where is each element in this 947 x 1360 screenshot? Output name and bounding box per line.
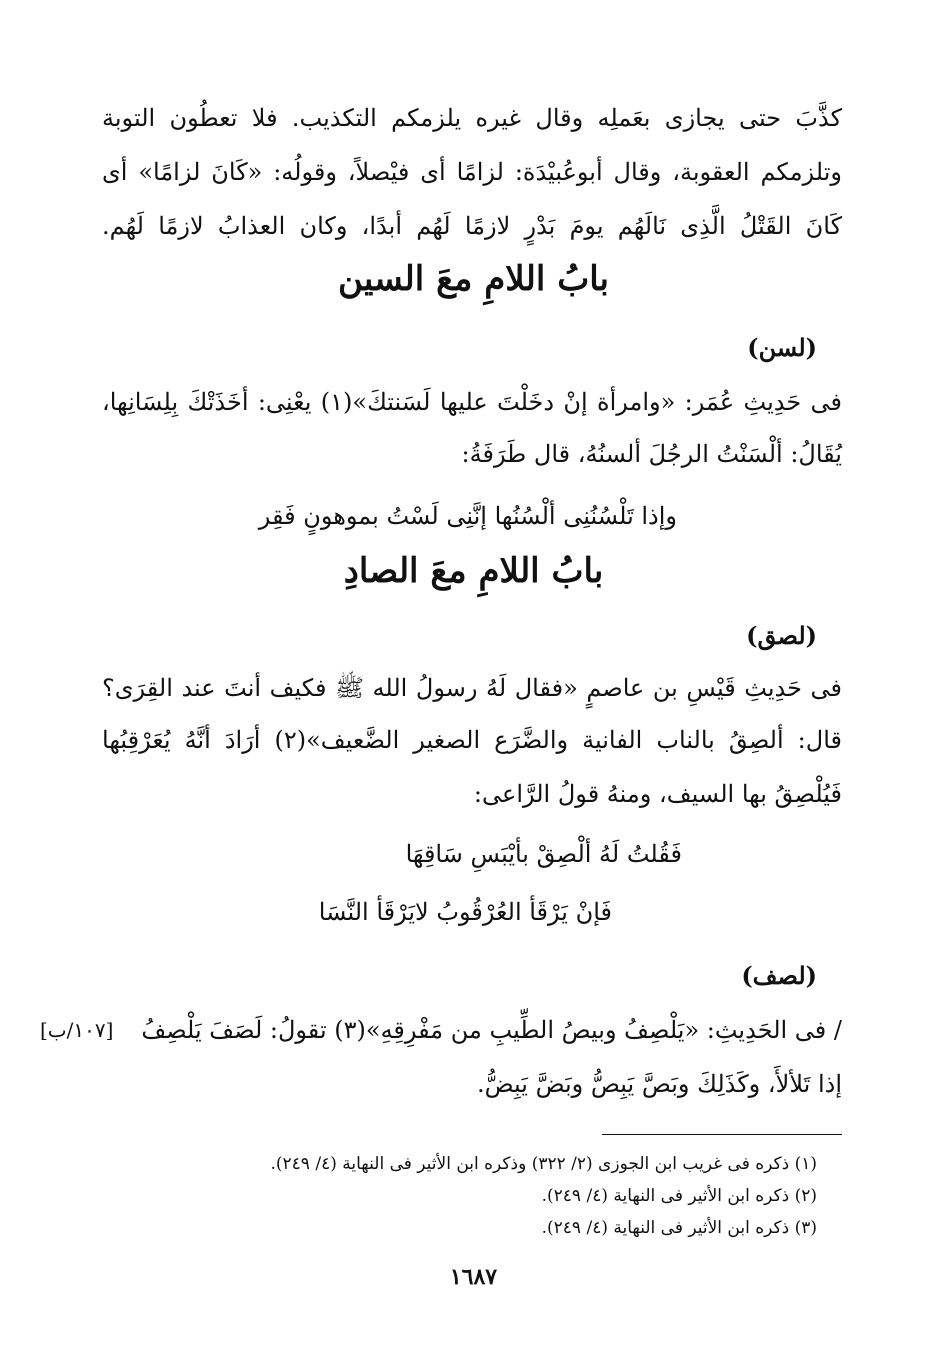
footnote-separator bbox=[602, 1134, 842, 1135]
margin-note: [١٠٧/ب] bbox=[40, 1018, 114, 1042]
footnote: (٢) ذكره ابن الأثير فى النهاية (٤/ ٢٤٩). bbox=[541, 1186, 817, 1206]
text-line: كَانَ القَتْلُ الَّذِى نَالَهُم يومَ بَدْرٍ لازمًا لَهُم أبدًا، وكان العذابُ لازمًا لَهُم. bbox=[102, 212, 842, 240]
root-word: (لصف) bbox=[741, 961, 817, 990]
footnote: (٣) ذكره ابن الأثير فى النهاية (٤/ ٢٤٩). bbox=[541, 1218, 817, 1238]
text-line: قال: ألصِقُ بالناب الفانية والضَّرَع الصغير الضَّعيف»(٢) أرَادَ أنَّهُ يُعَرْقِبُها bbox=[102, 726, 842, 754]
poem-verse: وإذا تَلْسُنُنِى ألْسُنُها إنَّنِى لَسْتُ بموهونٍ فَقِر bbox=[258, 502, 677, 530]
text-line: فَيُلْصِقُ بها السيف، ومنهُ قولُ الرَّاعى: bbox=[473, 780, 842, 808]
footnote: (١) ذكره فى غريب ابن الجوزى (٢/ ٣٢٢) وذكره ابن الأثير فى النهاية (٤/ ٢٤٩). bbox=[270, 1154, 817, 1174]
text-line: / فى الحَدِيثِ: «يَلْصِفُ وبيصُ الطِّيبِ من مَفْرِقِهِ»(٣) تقولُ: لَصَفَ يَلْصِفُ bbox=[141, 1016, 842, 1044]
chapter-heading: بابُ اللامِ معَ الصادِ bbox=[343, 551, 604, 591]
text-line: وتلزمكم العقوبة، وقال أبوعُبيْدَة: لزامًا أى فيْصلاً، وقولُه: «كَانَ لزامًا» أى bbox=[102, 158, 842, 186]
root-word: (لسن) bbox=[747, 333, 817, 362]
root-word: (لصق) bbox=[746, 621, 817, 650]
chapter-heading: بابُ اللامِ معَ السين bbox=[337, 259, 610, 299]
text-line: كذَّبَ حتى يجازى بعَملِه وقال غيره يلزمكم التكذيب. فلا تعطُون التوبة bbox=[102, 104, 842, 132]
poem-verse: فَإنْ يَرْقَأ العُرْقُوبُ لايَرْقَأ النَّسَا bbox=[318, 898, 612, 926]
poem-verse: فَقُلتُ لَهُ ألْصِقْ بأيْبَسِ سَاقِهَا bbox=[405, 840, 682, 868]
text-line: إذا تَلألأَ، وكَذَلِكَ وبَصَّ يَبِصُّ وبَضَّ يَبِضُّ. bbox=[476, 1070, 842, 1098]
text-line: فى حَدِيثِ قَيْسِ بن عاصمٍ «فقال لَهُ رسولُ الله ﷺ فكيف أنتَ عند القِرَى؟ bbox=[102, 674, 842, 702]
text-line: فى حَدِيثِ عُمَر: «وامرأة إنْ دخَلْتَ عليها لَسَنتكَ»(١) يعْنِى: أخَذَتْكَ بِلِسَانِها، bbox=[102, 388, 843, 416]
text-line: يُقَالُ: ألْسَنْتُ الرجُلَ ألسنُهُ، قال طَرَفَةُ: bbox=[461, 440, 842, 468]
page-number: ١٦٨٧ bbox=[449, 1264, 498, 1290]
